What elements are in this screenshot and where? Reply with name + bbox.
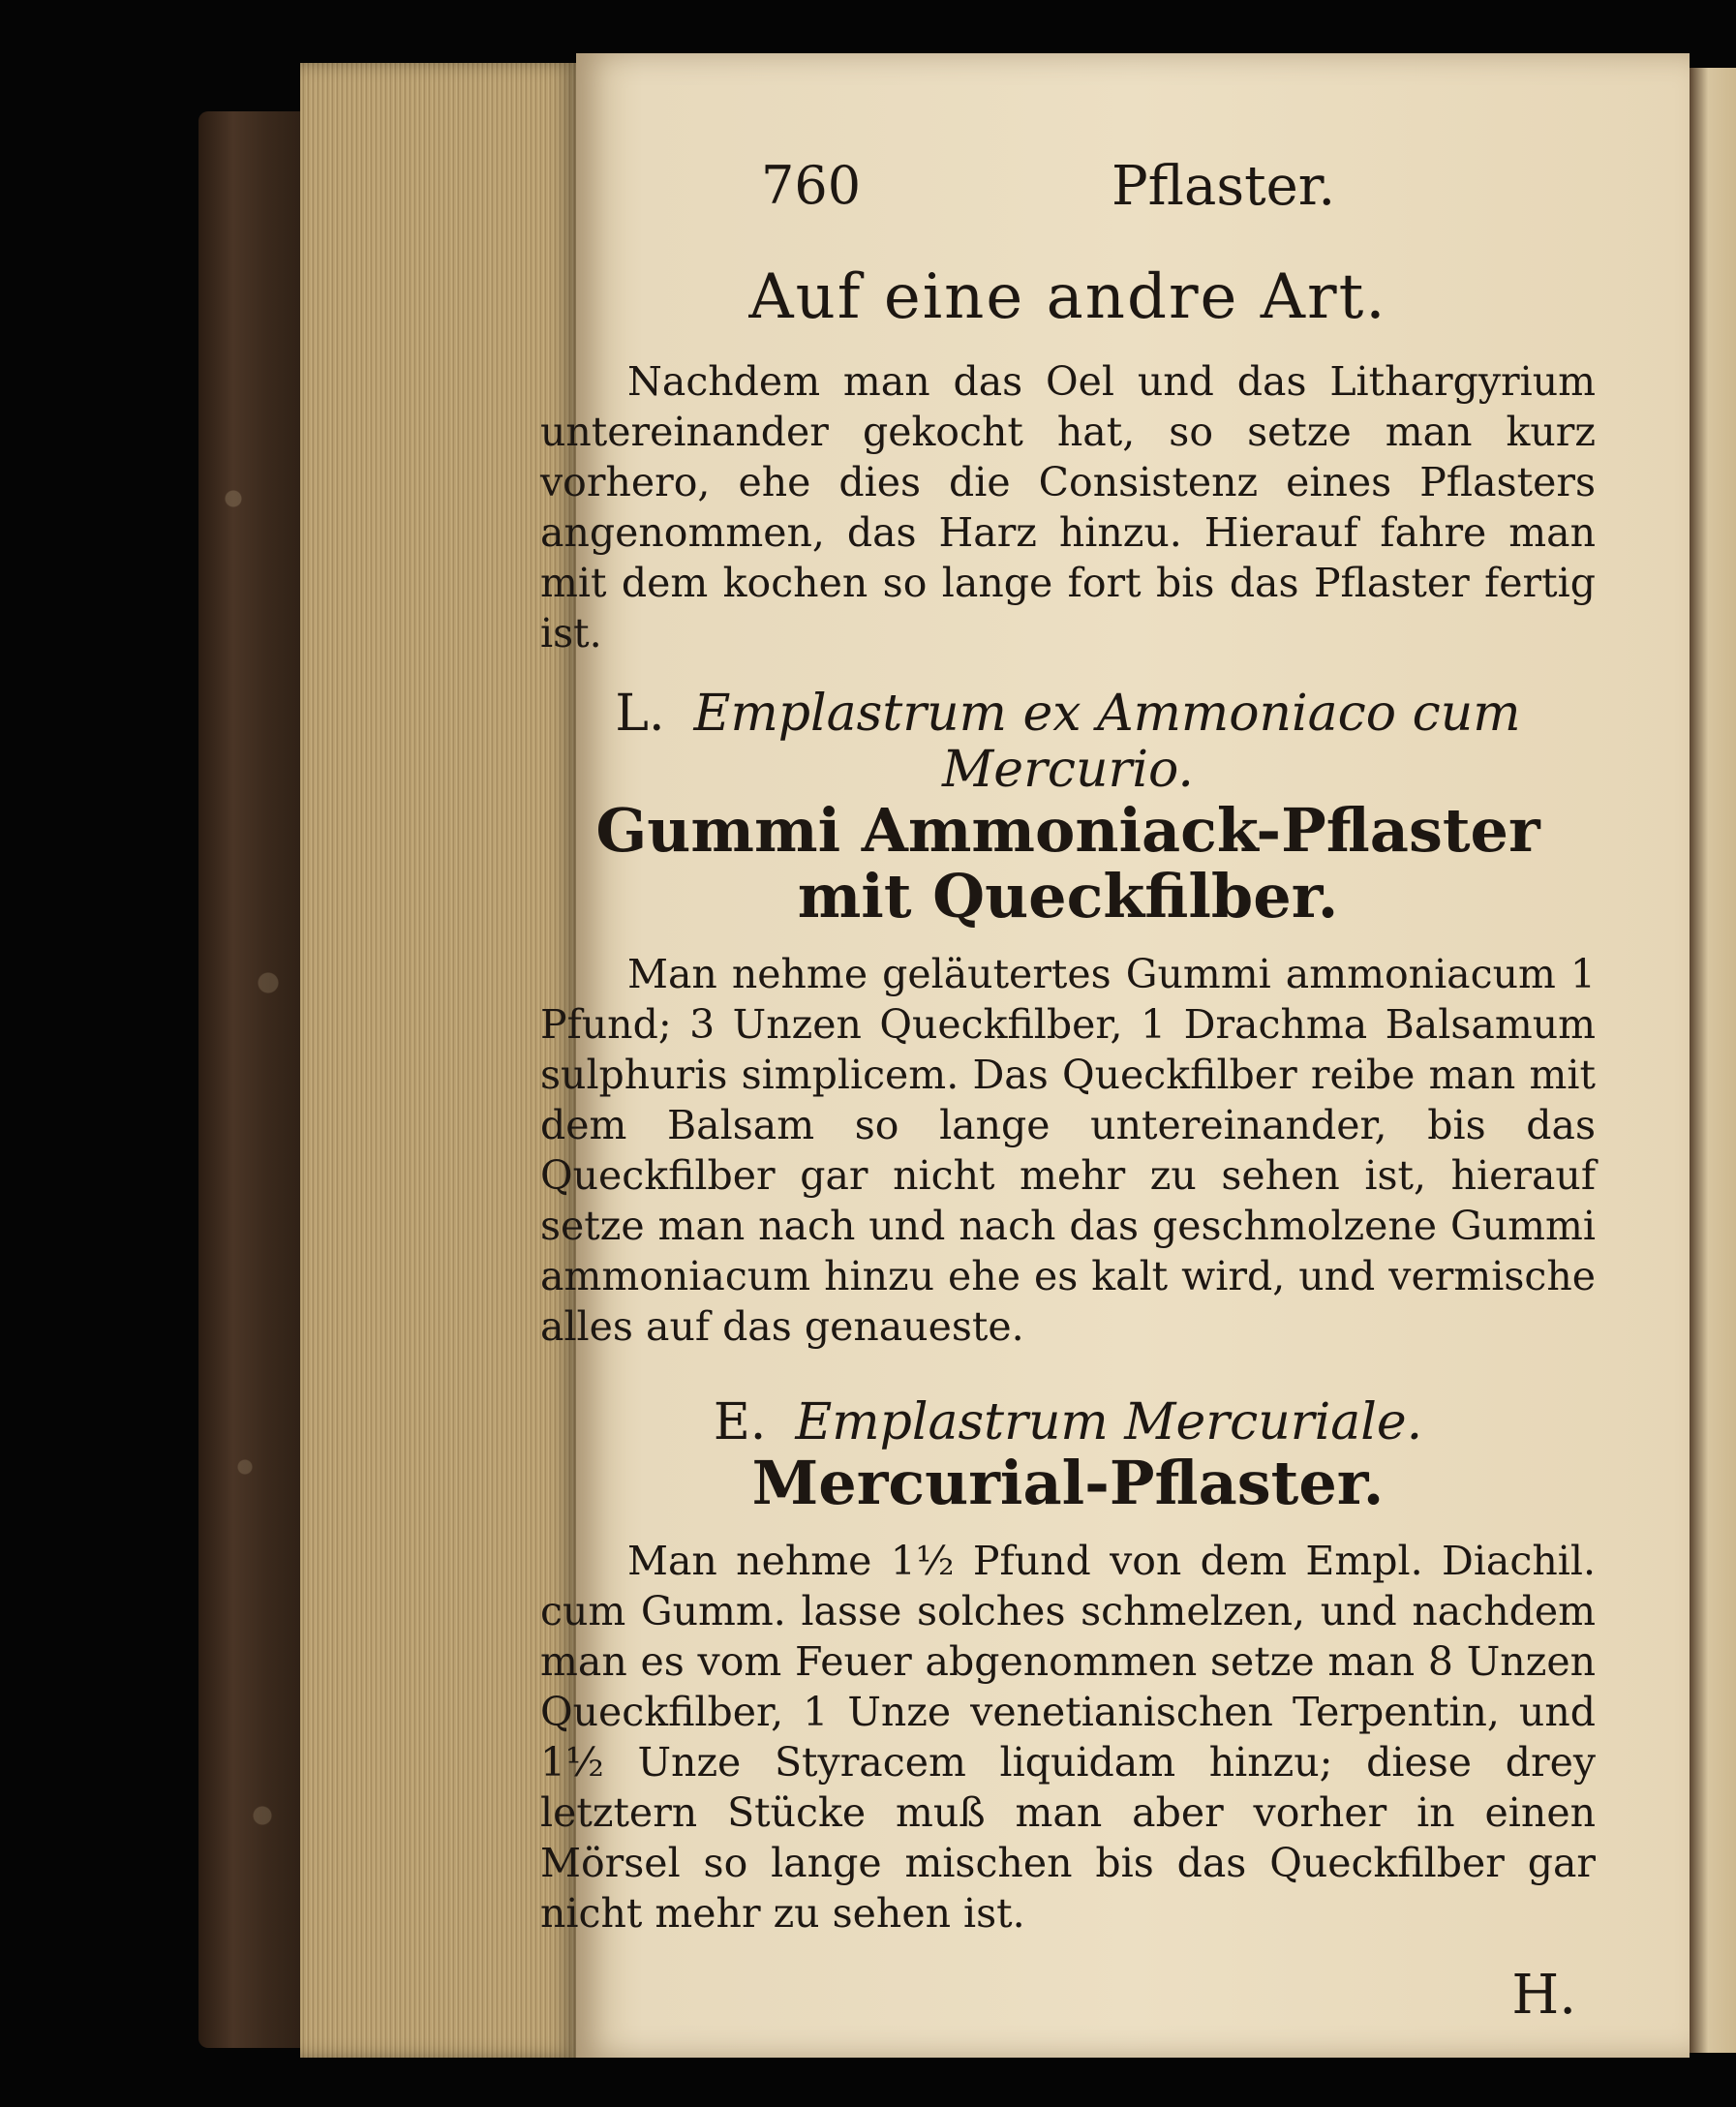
paragraph: Nachdem man das Oel und das Lithargyrium untereinander gekocht hat, so setze man kurz vorhero, ehe dies die Consistenz eines Pflasters angenommen, das Harz hinzu. Hierauf fahre man mit dem kochen so lange fort bis das Pflaster fertig ist. (540, 358, 1596, 657)
facing-page-edge (1690, 68, 1736, 2053)
german-heading: Mercurial-Pflaster. (751, 1448, 1385, 1518)
section-letter: E. (713, 1393, 767, 1451)
catchword: H. (1511, 1964, 1576, 2027)
section-title: Auf eine andre Art. (748, 261, 1387, 333)
paragraph: Man nehme 1½ Pfund von dem Empl. Diachil. cum Gumm. lasse solches schmelzen, und nachdem man es vom Feuer abgenommen setze man 8 Unzen Queckfilber, 1 Unze venetianischen Terpentin, und 1½ Unze Styracem liquidam hinzu; diese drey letztern Stücke muß man aber vorher in einen Mörsel so lange mischen bis das Queckfilber gar nicht mehr zu sehen ist. (540, 1538, 1596, 1937)
paragraph: Man nehme geläutertes Gummi ammoniacum 1 Pfund; 3 Unzen Queckfilber, 1 Drachma Balsamum sulphuris simplicem. Das Queckfilber reibe man mit dem Balsam so lange untereinander, bis das Queckfilber gar nicht mehr zu sehen ist, hierauf setze man nach und nach das geschmolzene Gummi ammoniacum hinzu ehe es kalt wird, und vermische alles auf das genaueste. (540, 951, 1596, 1350)
page-edges (300, 63, 576, 2058)
page-text (540, 155, 1596, 2027)
latin-heading (540, 1394, 1596, 1450)
page-header (540, 155, 1596, 232)
latin-title: Emplastrum Mercuriale. (795, 1393, 1423, 1451)
page-number: 760 (761, 155, 862, 216)
german-heading: Gummi Ammoniack-Pflaster mit Queckfilber. (595, 795, 1540, 931)
running-head: Pflaster. (1112, 155, 1336, 218)
latin-heading (540, 686, 1596, 798)
book-spine (198, 111, 315, 2048)
latin-title: Emplastrum ex Ammoniaco cum Mercurio. (693, 685, 1521, 799)
section-letter: L. (615, 685, 665, 743)
